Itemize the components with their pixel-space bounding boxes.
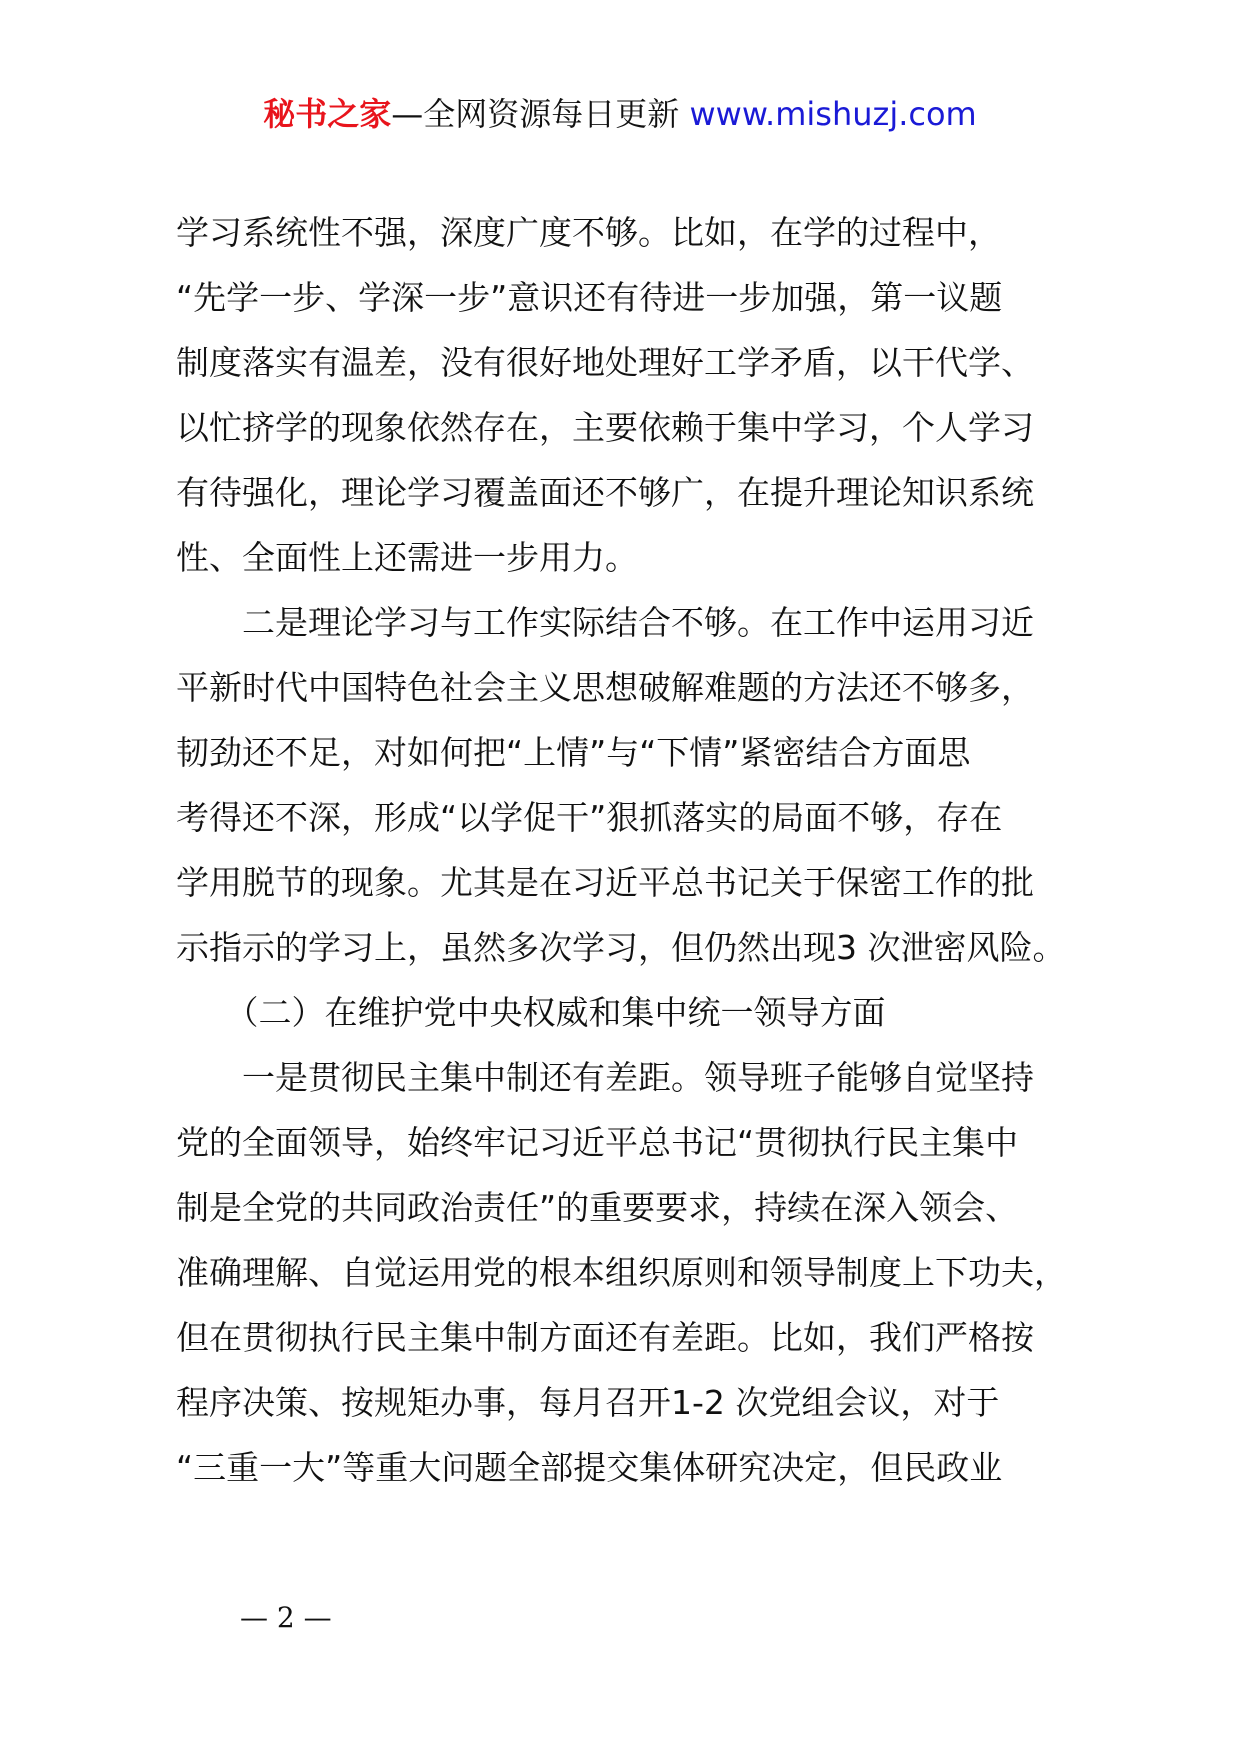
text-line: 学习系统性不强，深度广度不够。比如，在学的过程中， <box>176 213 1001 252</box>
text-line: 有待强化，理论学习覆盖面还不够广，在提升理论知识系统 <box>176 473 1034 512</box>
text-line: 制是全党的共同政治责任”的重要要求，持续在深入领会、 <box>176 1188 1019 1227</box>
text-line: 制度落实有温差，没有很好地处理好工学矛盾，以干代学、 <box>176 343 1034 382</box>
text-line: 学用脱节的现象。尤其是在习近平总书记关于保密工作的批 <box>176 863 1034 902</box>
site-brand: 秘书之家 <box>263 95 392 133</box>
section-heading: （二）在维护党中央权威和集中统一领导方面 <box>176 993 886 1032</box>
text-line: 党的全面领导，始终牢记习近平总书记“贯彻执行民主集中 <box>176 1123 1019 1162</box>
page-number: — 2 — <box>240 1601 332 1634</box>
text-line: 韧劲还不足，对如何把“上情”与“下情”紧密结合方面思 <box>176 733 971 772</box>
text-line: 二是理论学习与工作实际结合不够。在工作中运用习近 <box>176 603 1034 642</box>
text-line: “先学一步、学深一步”意识还有待进一步加强，第一议题 <box>176 278 1003 317</box>
document-body <box>176 200 1136 1500</box>
text-line: 以忙挤学的现象依然存在，主要依赖于集中学习，个人学习 <box>176 408 1034 447</box>
text-line: “三重一大”等重大问题全部提交集体研究决定，但民政业 <box>176 1448 1003 1487</box>
site-slogan: —全网资源每日更新 <box>391 95 680 133</box>
text-line: 一是贯彻民主集中制还有差距。领导班子能够自觉坚持 <box>176 1058 1034 1097</box>
text-line: 示指示的学习上，虽然多次学习，但仍然出现3 次泄密风险。 <box>176 928 1066 967</box>
text-line: 但在贯彻执行民主集中制方面还有差距。比如，我们严格按 <box>176 1318 1034 1357</box>
site-url-link[interactable]: www.mishuzj.com <box>689 95 977 133</box>
site-header <box>0 92 1240 136</box>
text-line: 程序决策、按规矩办事，每月召开1-2 次党组会议，对于 <box>176 1383 1000 1422</box>
text-line: 性、全面性上还需进一步用力。 <box>176 538 638 577</box>
text-line: 准确理解、自觉运用党的根本组织原则和领导制度上下功夫， <box>176 1253 1067 1292</box>
text-line: 平新时代中国特色社会主义思想破解难题的方法还不够多， <box>176 668 1034 707</box>
text-line: 考得还不深，形成“以学促干”狠抓落实的局面不够，存在 <box>176 798 1003 837</box>
